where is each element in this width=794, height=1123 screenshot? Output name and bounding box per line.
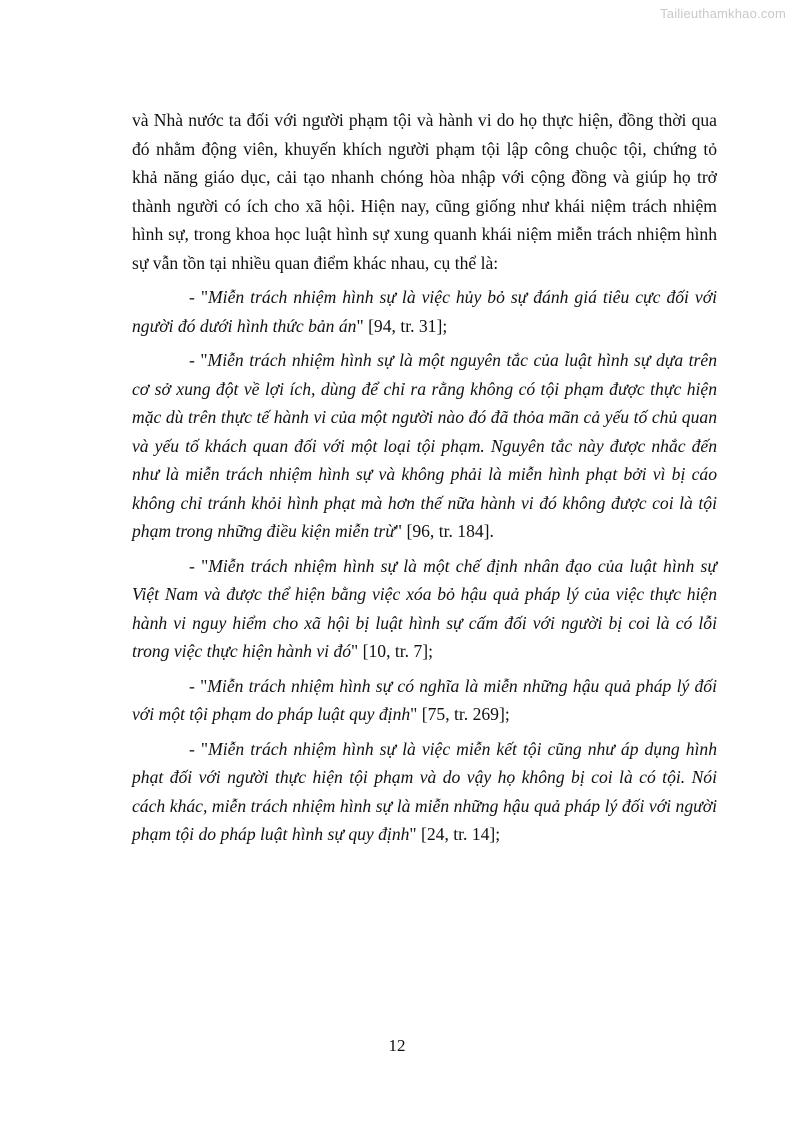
definition-item-2 [132, 346, 717, 546]
page-number: 12 [388, 1036, 406, 1055]
definition-item-3 [132, 552, 717, 666]
item-prefix: - " [189, 555, 209, 576]
item-citation: " [10, tr. 7]; [351, 641, 433, 661]
item-quote: Miễn trách nhiệm hình sự có nghĩa là miễn những hậu quả pháp lý đối với một tội phạm do pháp luật quy định [132, 675, 717, 724]
watermark: Tailieuthamkhao.com [660, 6, 786, 21]
item-citation: " [75, tr. 269]; [410, 704, 510, 724]
item-citation: " [94, tr. 31]; [356, 315, 448, 336]
item-prefix: - " [189, 287, 209, 307]
item-quote: Miễn trách nhiệm hình sự là việc hủy bỏ sự đánh giá tiêu cực đối với người đó dưới hình thức bản án [132, 287, 717, 336]
definition-item-4 [132, 672, 717, 729]
item-quote: Miễn trách nhiệm hình sự là việc miễn kết tội cũng như áp dụng hình phạt đối với người thực hiện tội phạm và do vậy họ không bị coi là có tội. Nói cách khác, miễn trách nhiệm hình sự là miễn những hậu quả pháp lý đối với người phạm tội do pháp luật hình sự quy định [132, 738, 717, 844]
document-body [132, 106, 717, 855]
item-citation: " [24, tr. 14]; [409, 824, 501, 844]
definition-item-1 [132, 283, 717, 340]
definition-item-5 [132, 735, 717, 849]
item-citation: " [96, tr. 184]. [394, 521, 494, 541]
item-prefix: - " [189, 738, 209, 759]
item-prefix: - " [189, 675, 208, 696]
item-quote: Miễn trách nhiệm hình sự là một chế định nhân đạo của luật hình sự Việt Nam và được thể hiện bằng việc xóa bỏ hậu quả pháp lý của việc thực hiện hành vi nguy hiểm cho xã hội bị luật hình sự cấm đối với người bị coi là có lỗi trong việc thực hiện hành vi đó [132, 555, 717, 661]
item-quote: Miễn trách nhiệm hình sự là một nguyên tắc của luật hình sự dựa trên cơ sở xung đột về lợi ích, dùng để chỉ ra rằng không có tội phạm được thực hiện mặc dù trên thực tế hành vi của một người nào đó đã thỏa mãn cả yếu tố chủ quan và yếu tố khách quan đối với một loại tội phạm. Nguyên tắc này được nhắc đến như là miễn trách nhiệm hình sự và không phải là miễn hình phạt bởi vì bị cáo không chỉ tránh khỏi hình phạt mà hơn thế nữa hành vi đó không được coi là tội phạm trong những điều kiện miễn trừ [132, 350, 717, 541]
intro-paragraph: và Nhà nước ta đối với người phạm tội và hành vi do họ thực hiện, đồng thời qua đó nhằm động viên, khuyến khích người phạm tội lập công chuộc tội, chứng tỏ khả năng giáo dục, cải tạo nhanh chóng hòa nhập với cộng đồng và giúp họ trở thành người có ích cho xã hội. Hiện nay, cũng giống như khái niệm trách nhiệm hình sự, trong khoa học luật hình sự xung quanh khái niệm miễn trách nhiệm hình sự vẫn tồn tại nhiều quan điểm khác nhau, cụ thể là: [132, 110, 717, 273]
item-prefix: - " [189, 350, 208, 370]
